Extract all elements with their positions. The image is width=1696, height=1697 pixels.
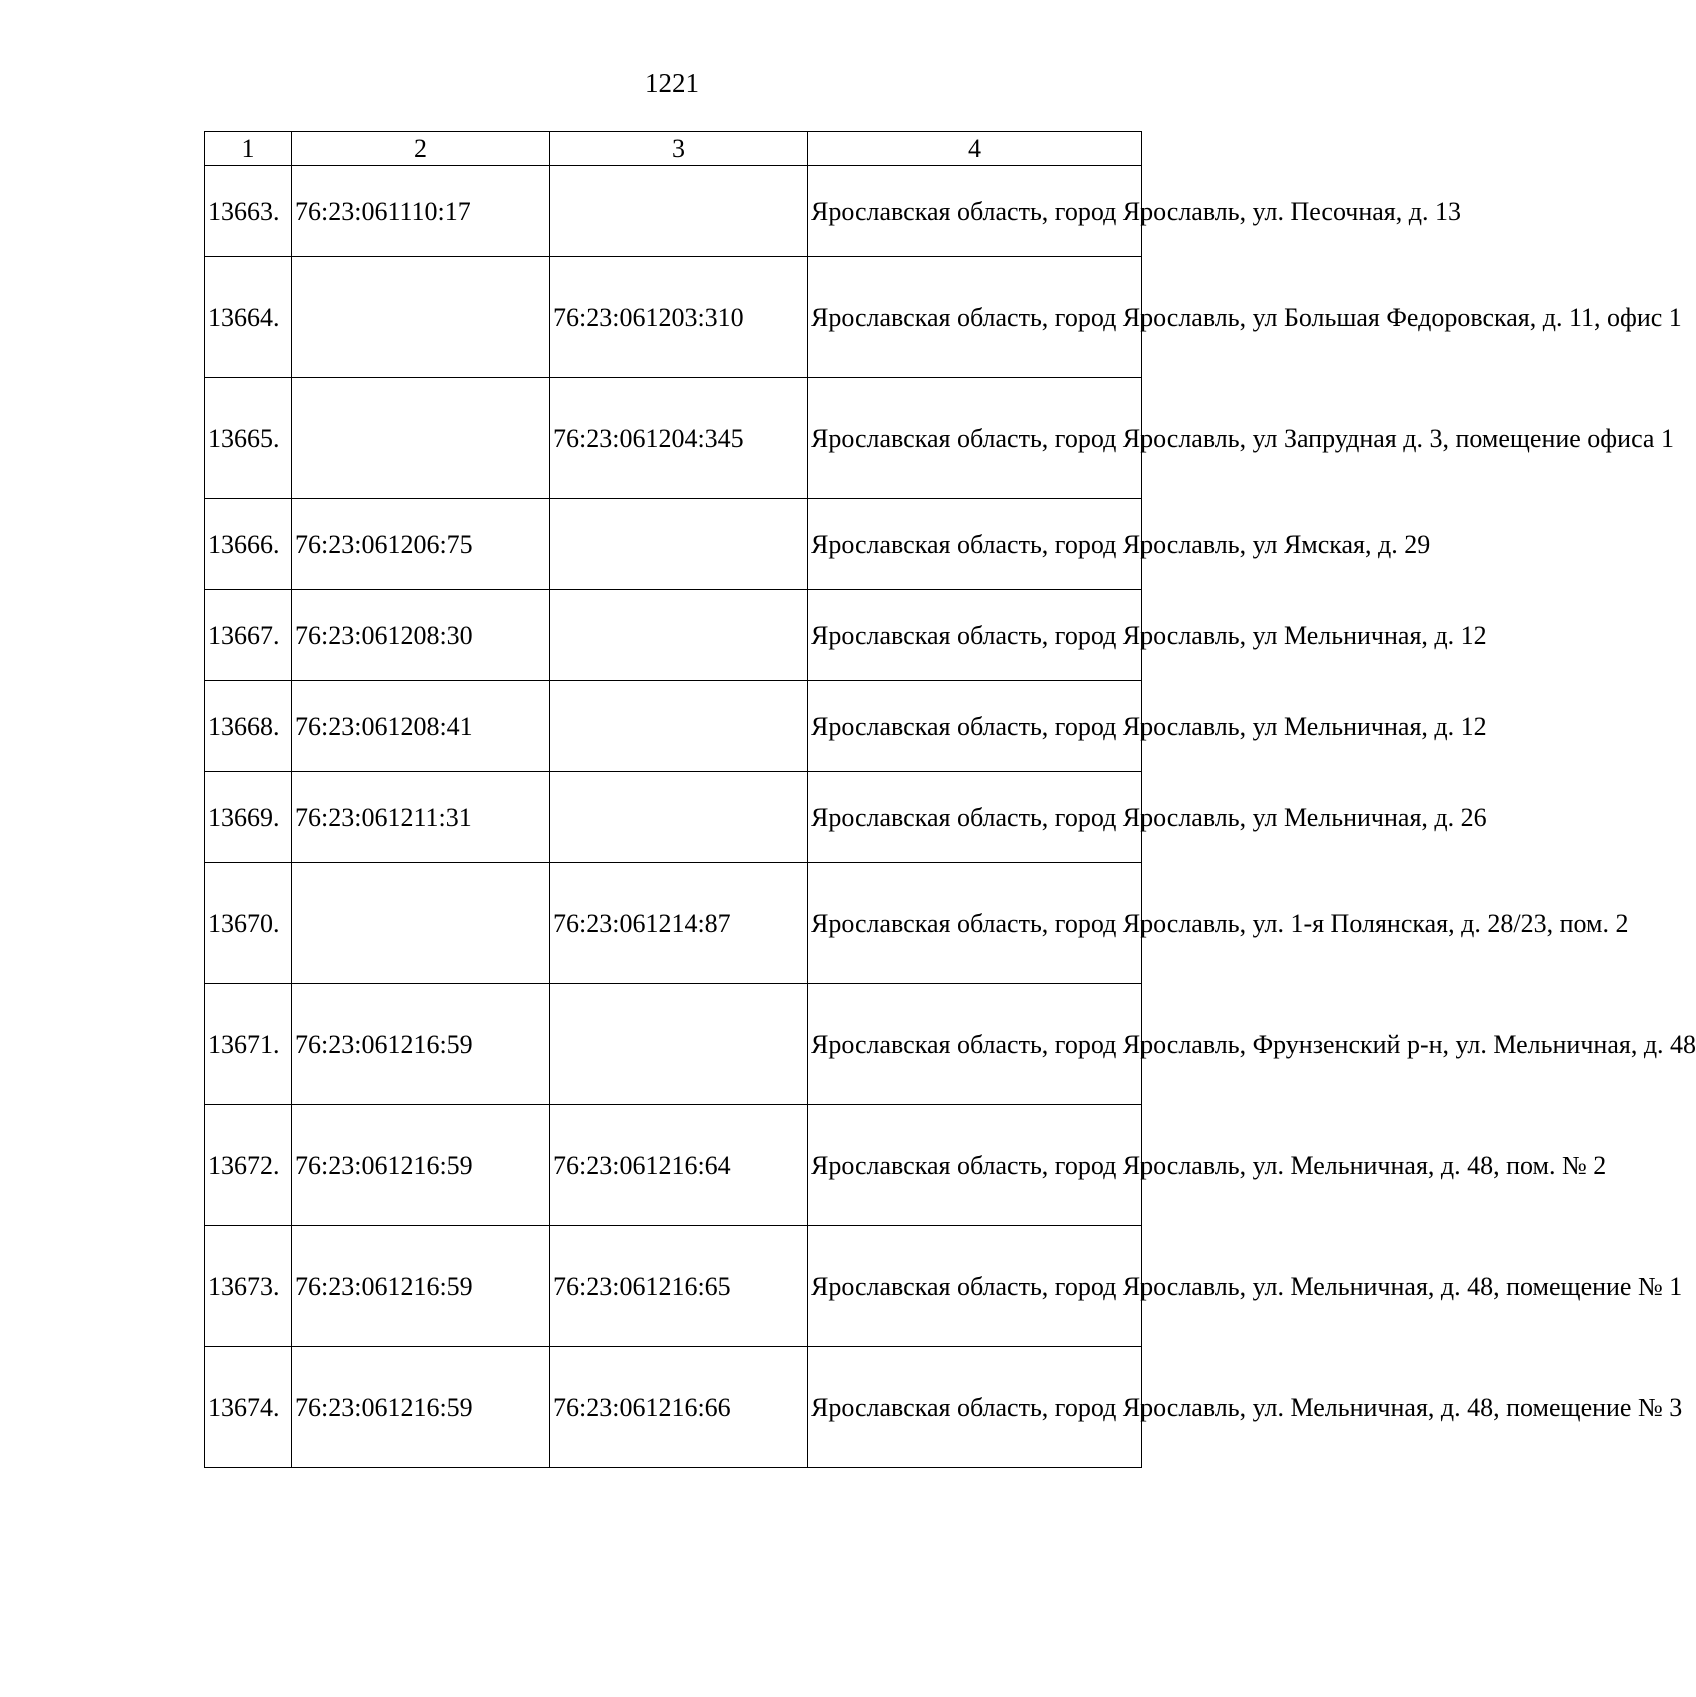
column-header: 3: [550, 132, 808, 166]
cadastral-number-cell: 76:23:061211:31: [292, 772, 550, 863]
cadastral-number-cell: [292, 257, 550, 378]
row-number-cell: 13669.: [205, 772, 292, 863]
address-cell: Ярославская область, город Ярославль, ул Большая Федоровская, д. 11, офис 1: [808, 257, 1142, 378]
cadastral-number-cell: 76:23:061216:65: [550, 1226, 808, 1347]
address-cell: Ярославская область, город Ярославль, ул. Мельничная, д. 48, помещение № 3: [808, 1347, 1142, 1468]
table-row: [205, 499, 1142, 590]
row-number-cell: 13667.: [205, 590, 292, 681]
cadastral-number-cell: 76:23:061216:59: [292, 984, 550, 1105]
address-cell: Ярославская область, город Ярославль, Фрунзенский р-н, ул. Мельничная, д. 48: [808, 984, 1142, 1105]
table-row: [205, 166, 1142, 257]
address-cell: Ярославская область, город Ярославль, ул. 1-я Полянская, д. 28/23, пом. 2: [808, 863, 1142, 984]
cadastral-number-cell: [550, 166, 808, 257]
table-row: [205, 863, 1142, 984]
table-row: [205, 590, 1142, 681]
table-row: [205, 681, 1142, 772]
cadastral-number-cell: [550, 772, 808, 863]
table-row: [205, 772, 1142, 863]
cadastral-number-cell: 76:23:061214:87: [550, 863, 808, 984]
column-header: 4: [808, 132, 1142, 166]
table-row: [205, 984, 1142, 1105]
cadastral-number-cell: [550, 590, 808, 681]
cadastral-number-cell: 76:23:061208:30: [292, 590, 550, 681]
row-number-cell: 13665.: [205, 378, 292, 499]
row-number-cell: 13664.: [205, 257, 292, 378]
cadastral-number-cell: 76:23:061203:310: [550, 257, 808, 378]
cadastral-number-cell: 76:23:061216:64: [550, 1105, 808, 1226]
table-row: [205, 378, 1142, 499]
row-number-cell: 13671.: [205, 984, 292, 1105]
address-cell: Ярославская область, город Ярославль, ул. Песочная, д. 13: [808, 166, 1142, 257]
cadastral-number-cell: [292, 863, 550, 984]
table-row: [205, 1347, 1142, 1468]
address-cell: Ярославская область, город Ярославль, ул Запрудная д. 3, помещение офиса 1: [808, 378, 1142, 499]
address-cell: Ярославская область, город Ярославль, ул Мельничная, д. 12: [808, 590, 1142, 681]
row-number-cell: 13672.: [205, 1105, 292, 1226]
row-number-cell: 13673.: [205, 1226, 292, 1347]
table-row: [205, 1226, 1142, 1347]
cadastral-number-cell: [550, 681, 808, 772]
row-number-cell: 13674.: [205, 1347, 292, 1468]
cadastral-number-cell: 76:23:061216:66: [550, 1347, 808, 1468]
cadastral-number-cell: [550, 499, 808, 590]
address-cell: Ярославская область, город Ярославль, ул. Мельничная, д. 48, помещение № 1: [808, 1226, 1142, 1347]
registry-table: [204, 131, 1696, 1468]
cadastral-number-cell: 76:23:061208:41: [292, 681, 550, 772]
cadastral-number-cell: 76:23:061216:59: [292, 1347, 550, 1468]
cadastral-number-cell: [292, 378, 550, 499]
column-header: 2: [292, 132, 550, 166]
column-header: 1: [205, 132, 292, 166]
address-cell: Ярославская область, город Ярославль, ул Мельничная, д. 12: [808, 681, 1142, 772]
row-number-cell: 13663.: [205, 166, 292, 257]
table-row: [205, 1105, 1142, 1226]
cadastral-number-cell: 76:23:061206:75: [292, 499, 550, 590]
address-cell: Ярославская область, город Ярославль, ул Ямская, д. 29: [808, 499, 1142, 590]
cadastral-number-cell: [550, 984, 808, 1105]
page-number: 1221: [645, 68, 699, 98]
cadastral-number-cell: 76:23:061110:17: [292, 166, 550, 257]
cadastral-number-cell: 76:23:061216:59: [292, 1105, 550, 1226]
row-number-cell: 13666.: [205, 499, 292, 590]
header-row: [205, 132, 1142, 166]
row-number-cell: 13668.: [205, 681, 292, 772]
address-cell: Ярославская область, город Ярославль, ул. Мельничная, д. 48, пом. № 2: [808, 1105, 1142, 1226]
table-row: [205, 257, 1142, 378]
address-cell: Ярославская область, город Ярославль, ул Мельничная, д. 26: [808, 772, 1142, 863]
cadastral-number-cell: 76:23:061216:59: [292, 1226, 550, 1347]
row-number-cell: 13670.: [205, 863, 292, 984]
cadastral-number-cell: 76:23:061204:345: [550, 378, 808, 499]
